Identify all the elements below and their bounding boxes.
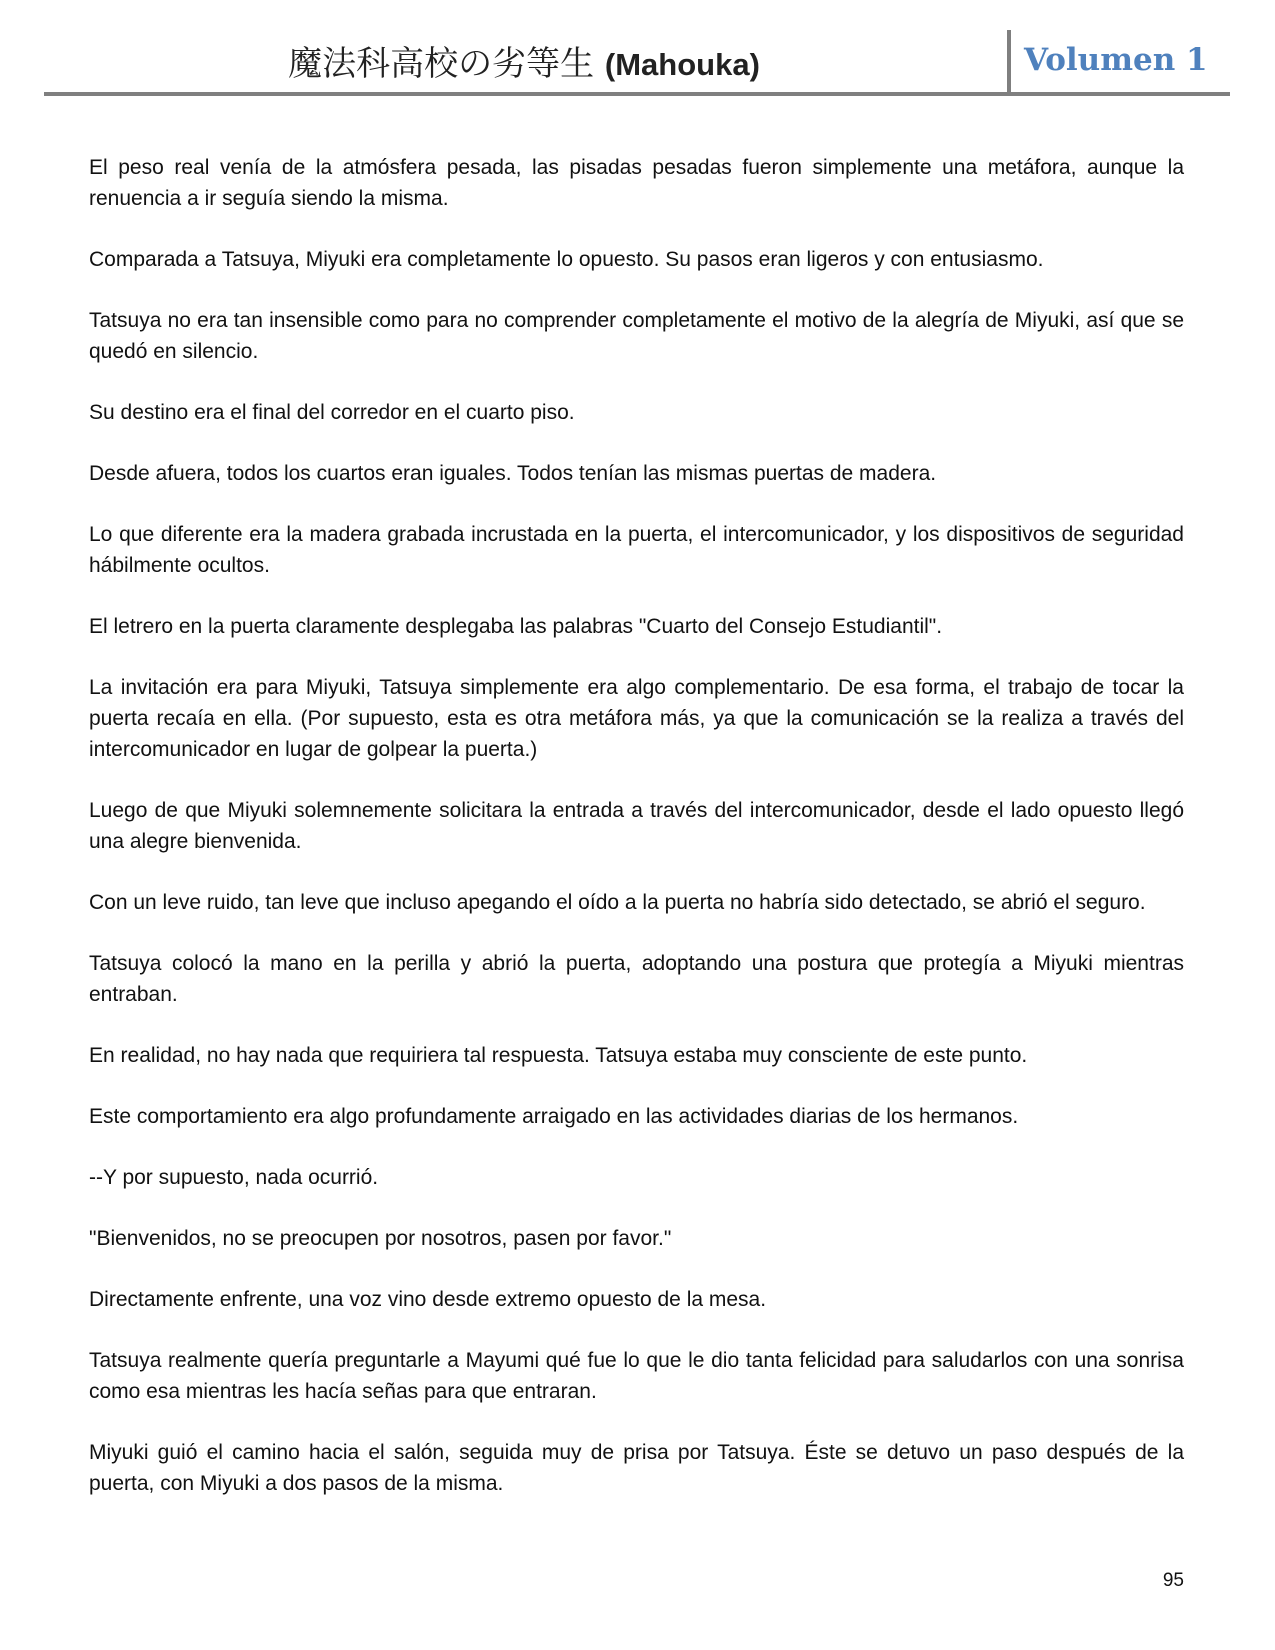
- paragraph: Tatsuya no era tan insensible como para no comprender completamente el motivo de la alegría de Miyuki, así que se quedó en silencio.: [89, 309, 1184, 363]
- header-title: [44, 34, 1004, 94]
- paragraph: La invitación era para Miyuki, Tatsuya simplemente era algo complementario. De esa forma, el trabajo de tocar la puerta recaía en ella. (Por supuesto, esta es otra metáfora más, ya que la comunicación se la realiza a través del intercomunicador en lugar de golpear la puerta.): [89, 676, 1184, 761]
- paragraph: Miyuki guió el camino hacia el salón, seguida muy de prisa por Tatsuya. Éste se detuvo un paso después de la puerta, con Miyuki a dos pasos de la misma.: [89, 1441, 1184, 1495]
- paragraph: Desde afuera, todos los cuartos eran iguales. Todos tenían las mismas puertas de madera.: [89, 462, 937, 485]
- header-rule: [44, 92, 1230, 96]
- page-header: [44, 30, 1230, 96]
- paragraph: Tatsuya realmente quería preguntarle a Mayumi qué fue lo que le dio tanta felicidad para saludarlos con una sonrisa como esa mientras les hacía señas para que entraran.: [89, 1349, 1184, 1403]
- paragraph: Luego de que Miyuki solemnemente solicitara la entrada a través del intercomunicador, desde el lado opuesto llegó una alegre bienvenida.: [89, 799, 1184, 853]
- paragraph: El letrero en la puerta claramente desplegaba las palabras "Cuarto del Consejo Estudiantil".: [89, 615, 943, 638]
- header-title-english: (Mahouka): [604, 47, 760, 82]
- paragraph: En realidad, no hay nada que requiriera tal respuesta. Tatsuya estaba muy consciente de este punto.: [89, 1044, 1028, 1067]
- paragraph: Su destino era el final del corredor en el cuarto piso.: [89, 401, 575, 424]
- page-number: 95: [1162, 1570, 1184, 1591]
- paragraph: El peso real venía de la atmósfera pesada, las pisadas pesadas fueron simplemente una metáfora, aunque la renuencia a ir seguía siendo la misma.: [89, 156, 1184, 210]
- header-volume-label: Volumen 1: [1024, 42, 1208, 78]
- header-title-japanese: 魔法科高校の劣等生: [288, 44, 595, 84]
- paragraph: Con un leve ruido, tan leve que incluso apegando el oído a la puerta no habría sido detectado, se abrió el seguro.: [89, 891, 1146, 914]
- paragraph: Tatsuya colocó la mano en la perilla y abrió la puerta, adoptando una postura que protegía a Miyuki mientras entraban.: [89, 952, 1184, 1006]
- paragraph: Comparada a Tatsuya, Miyuki era completamente lo opuesto. Su pasos eran ligeros y con entusiasmo.: [89, 248, 1044, 271]
- paragraph: "Bienvenidos, no se preocupen por nosotros, pasen por favor.": [89, 1227, 672, 1250]
- body-text: [89, 152, 1184, 1529]
- paragraph: Directamente enfrente, una voz vino desde extremo opuesto de la mesa.: [89, 1288, 767, 1311]
- paragraph: --Y por supuesto, nada ocurrió.: [89, 1166, 379, 1189]
- paragraph: Este comportamiento era algo profundamente arraigado en las actividades diarias de los hermanos.: [89, 1105, 1019, 1128]
- paragraph: Lo que diferente era la madera grabada incrustada en la puerta, el intercomunicador, y los dispositivos de seguridad hábilmente ocultos.: [89, 523, 1184, 577]
- header-vertical-divider: [1007, 30, 1011, 94]
